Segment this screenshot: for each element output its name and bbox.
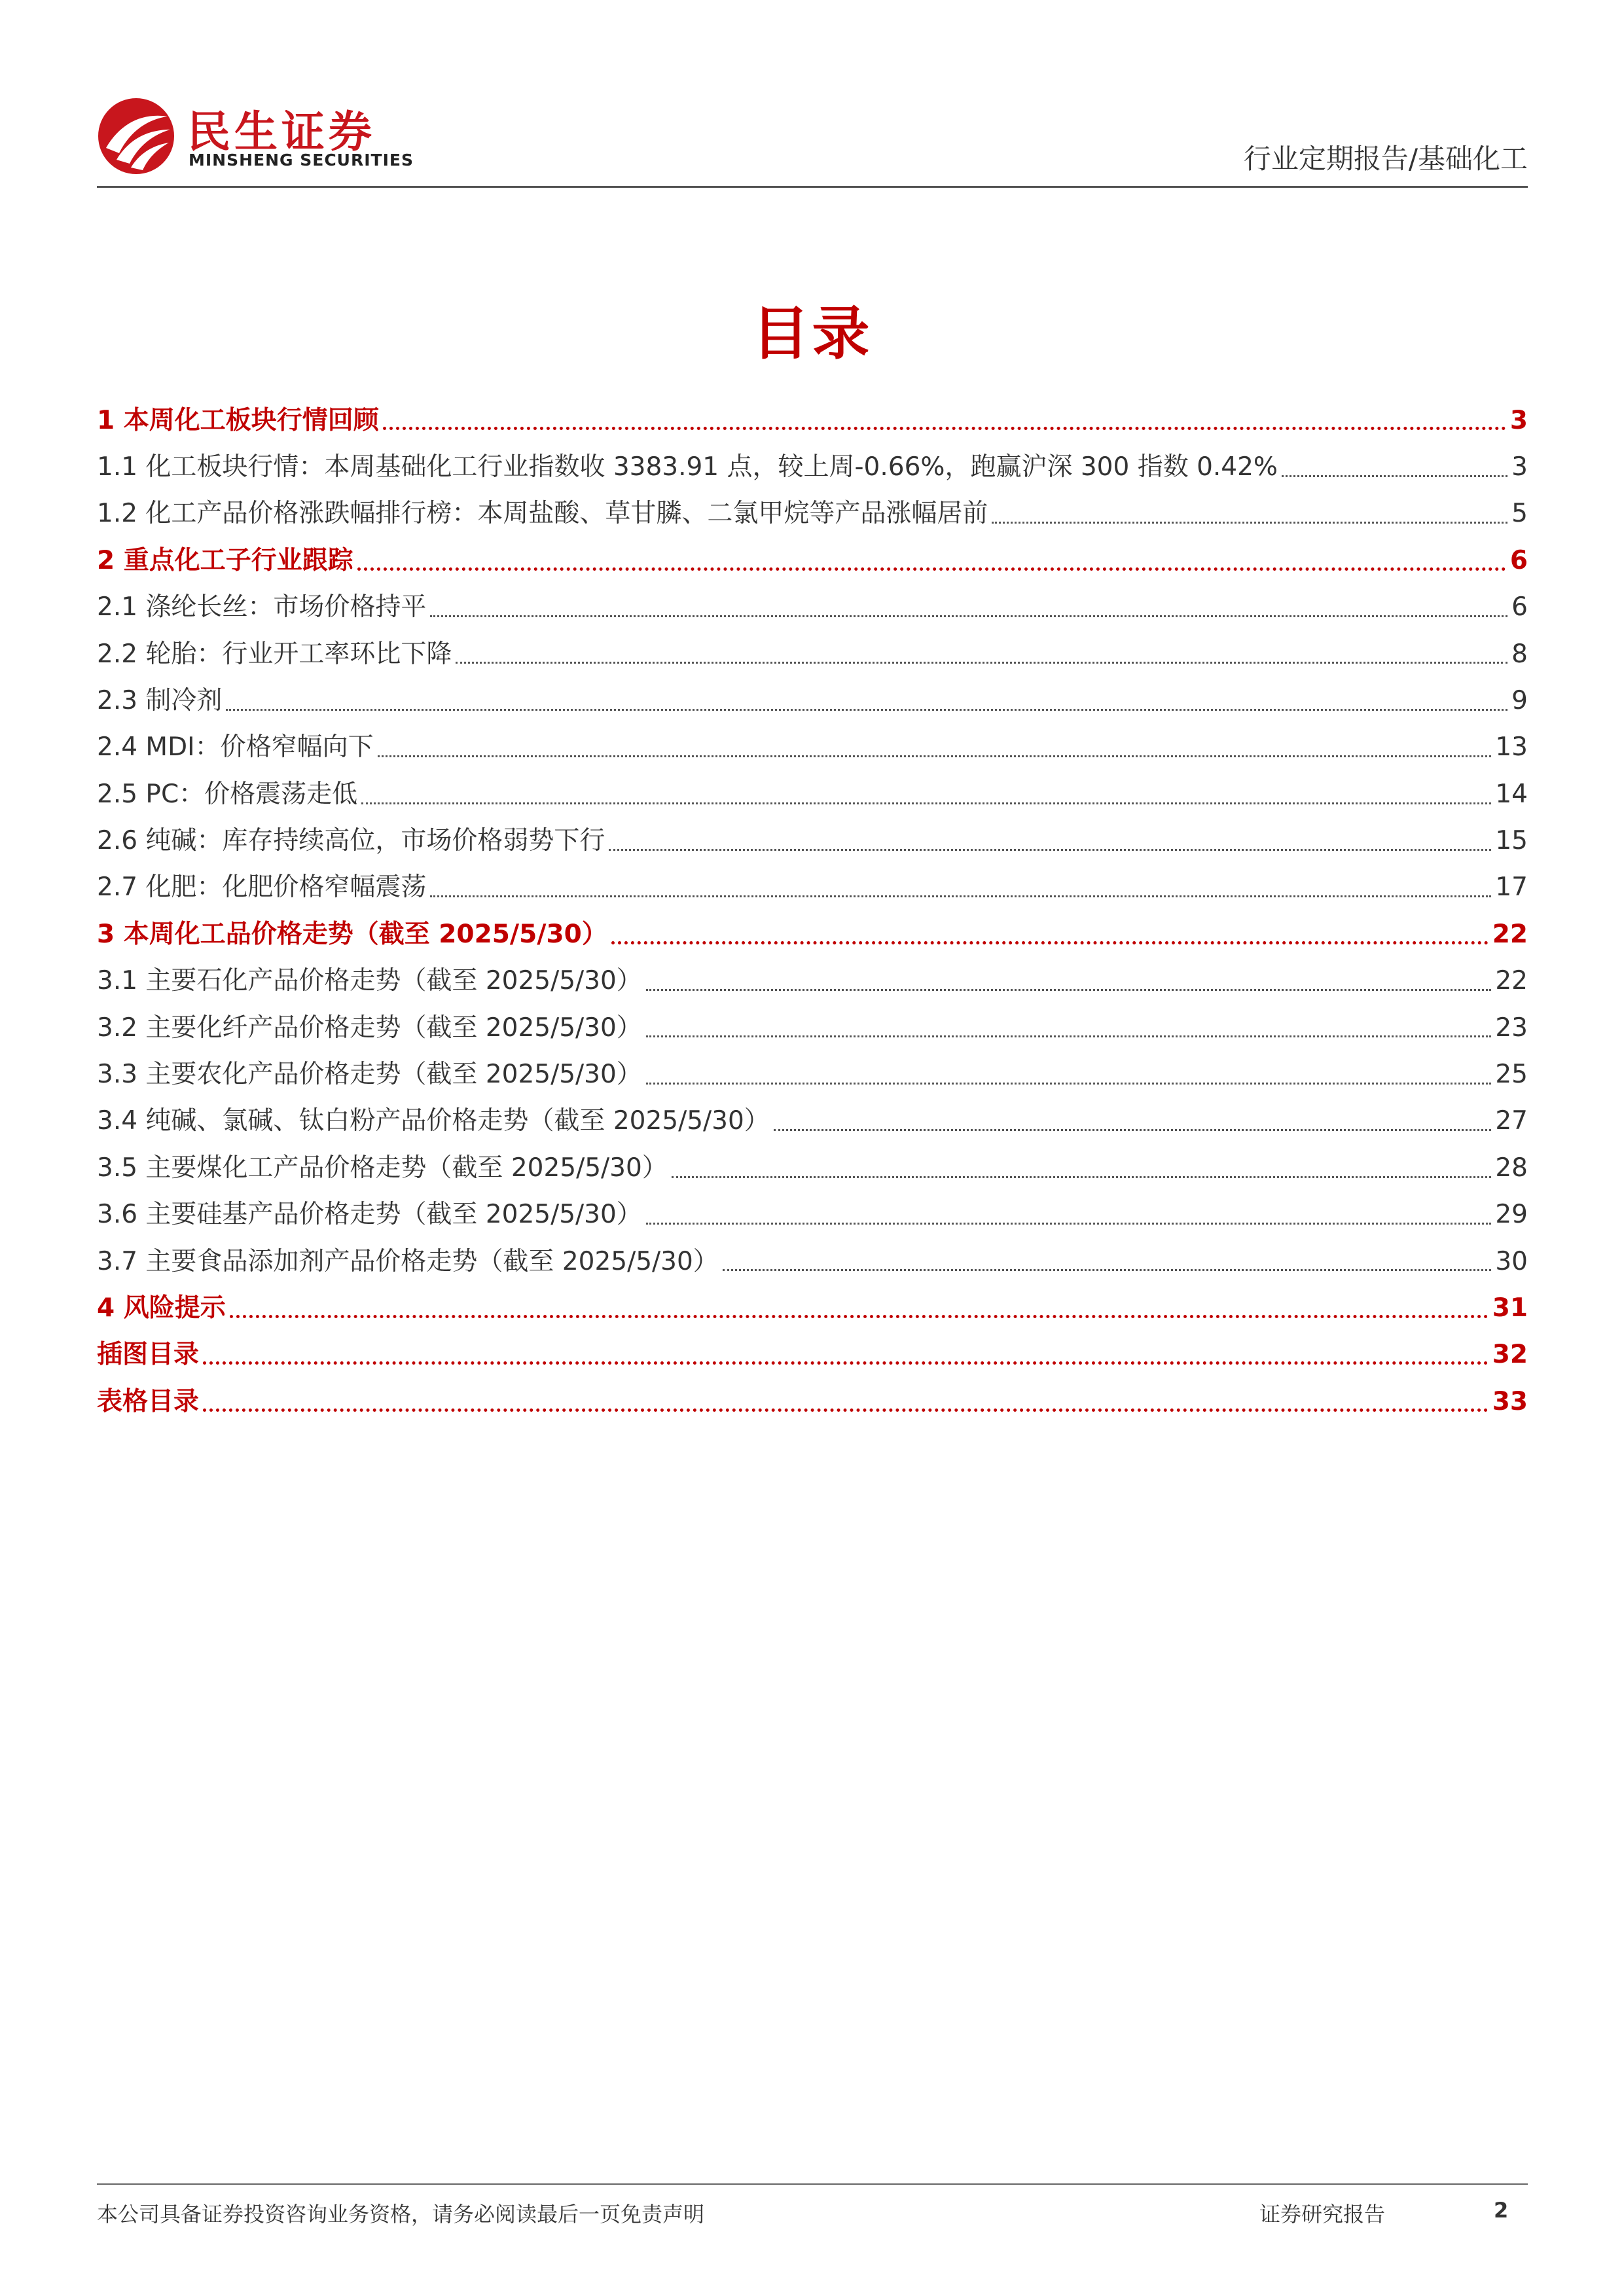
toc-entry-page[interactable]: 33 bbox=[1492, 1386, 1528, 1416]
toc-entry-page[interactable]: 25 bbox=[1495, 1060, 1528, 1090]
toc-entry[interactable] bbox=[97, 669, 1528, 715]
toc-entry-label[interactable]: 3.6 主要硅基产品价格走势（截至 2025/5/30） bbox=[97, 1200, 642, 1230]
toc-entry-page[interactable]: 23 bbox=[1495, 1013, 1528, 1043]
toc-entry-label[interactable]: 2 重点化工子行业跟踪 bbox=[97, 545, 353, 575]
toc-entry[interactable] bbox=[97, 1323, 1528, 1370]
toc-dot-leader bbox=[672, 1176, 1492, 1178]
toc-entry-label[interactable]: 2.4 MDI：价格窄幅向下 bbox=[97, 732, 374, 762]
toc-dot-leader bbox=[609, 849, 1491, 851]
toc-dot-leader bbox=[226, 709, 1507, 711]
toc-entry[interactable] bbox=[97, 622, 1528, 669]
toc-entry-label[interactable]: 3.2 主要化纤产品价格走势（截至 2025/5/30） bbox=[97, 1013, 642, 1043]
toc-entry-label[interactable]: 1.1 化工板块行情：本周基础化工行业指数收 3383.91 点，较上周-0.66%，跑赢沪深 300 指数 0.42% bbox=[97, 452, 1278, 482]
footer-disclaimer: 本公司具备证券投资咨询业务资格，请务必阅读最后一页免责声明 bbox=[97, 2202, 705, 2227]
toc-entry-label[interactable]: 2.1 涤纶长丝：市场价格持平 bbox=[97, 592, 427, 622]
toc-dot-leader bbox=[378, 755, 1492, 757]
toc-entry-label[interactable]: 2.2 轮胎：行业开工率环比下降 bbox=[97, 639, 452, 669]
toc-dot-leader bbox=[203, 1361, 1489, 1365]
toc-entry-label[interactable]: 1 本周化工板块行情回顾 bbox=[97, 405, 379, 435]
toc-entry-page[interactable]: 6 bbox=[1509, 545, 1528, 575]
toc-entry-page[interactable]: 28 bbox=[1495, 1153, 1528, 1183]
toc-entry-label[interactable]: 2.3 制冷剂 bbox=[97, 685, 223, 715]
toc-entry-label[interactable]: 3 本周化工品价格走势（截至 2025/5/30） bbox=[97, 919, 607, 949]
toc-entry[interactable] bbox=[97, 1043, 1528, 1089]
footer-divider bbox=[97, 2183, 1528, 2185]
toc-entry[interactable] bbox=[97, 1370, 1528, 1416]
toc-entry[interactable] bbox=[97, 950, 1528, 996]
toc-entry[interactable] bbox=[97, 810, 1528, 856]
toc-dot-leader bbox=[383, 427, 1506, 430]
page-number: 2 bbox=[1494, 2198, 1509, 2223]
table-of-contents bbox=[97, 389, 1528, 1417]
toc-dot-leader bbox=[361, 802, 1491, 804]
toc-entry-page[interactable]: 13 bbox=[1495, 732, 1528, 762]
toc-dot-leader bbox=[430, 615, 1507, 617]
toc-entry-label[interactable]: 3.3 主要农化产品价格走势（截至 2025/5/30） bbox=[97, 1060, 642, 1090]
toc-dot-leader bbox=[456, 662, 1507, 664]
toc-entry-page[interactable]: 8 bbox=[1511, 639, 1528, 669]
toc-entry[interactable] bbox=[97, 435, 1528, 482]
toc-entry-label[interactable]: 3.1 主要石化产品价格走势（截至 2025/5/30） bbox=[97, 966, 642, 996]
toc-entry-page[interactable]: 22 bbox=[1492, 919, 1528, 949]
toc-dot-leader bbox=[774, 1129, 1492, 1131]
toc-entry-page[interactable]: 27 bbox=[1495, 1106, 1528, 1136]
toc-entry-page[interactable]: 22 bbox=[1495, 966, 1528, 996]
toc-dot-leader bbox=[646, 1223, 1492, 1225]
toc-entry-label[interactable]: 2.5 PC：价格震荡走低 bbox=[97, 779, 358, 809]
toc-entry-label[interactable]: 2.7 化肥：化肥价格窄幅震荡 bbox=[97, 872, 427, 903]
report-type: 行业定期报告/基础化工 bbox=[1243, 143, 1528, 175]
toc-entry-page[interactable]: 30 bbox=[1495, 1246, 1528, 1276]
toc-entry-page[interactable]: 6 bbox=[1511, 592, 1528, 622]
toc-entry-page[interactable]: 3 bbox=[1511, 452, 1528, 482]
toc-entry-label[interactable]: 3.4 纯碱、氯碱、钛白粉产品价格走势（截至 2025/5/30） bbox=[97, 1106, 770, 1136]
toc-entry-page[interactable]: 3 bbox=[1509, 405, 1528, 435]
logo-chinese-name: 民生证券 bbox=[187, 107, 376, 157]
toc-entry-label[interactable]: 3.7 主要食品添加剂产品价格走势（截至 2025/5/30） bbox=[97, 1246, 719, 1276]
toc-entry[interactable] bbox=[97, 1090, 1528, 1136]
toc-entry[interactable] bbox=[97, 1276, 1528, 1323]
header-divider bbox=[97, 186, 1528, 188]
toc-entry-page[interactable]: 17 bbox=[1495, 872, 1528, 903]
toc-dot-leader bbox=[611, 941, 1489, 944]
toc-entry[interactable] bbox=[97, 996, 1528, 1043]
toc-entry[interactable] bbox=[97, 482, 1528, 529]
toc-entry[interactable] bbox=[97, 1136, 1528, 1183]
toc-entry[interactable] bbox=[97, 716, 1528, 762]
toc-dot-leader bbox=[646, 1035, 1492, 1037]
footer-report-kind: 证券研究报告 bbox=[1259, 2202, 1386, 2227]
toc-entry[interactable] bbox=[97, 1183, 1528, 1230]
toc-dot-leader bbox=[203, 1408, 1489, 1412]
toc-entry-page[interactable]: 14 bbox=[1495, 779, 1528, 809]
toc-title: 目录 bbox=[751, 300, 873, 367]
toc-entry[interactable] bbox=[97, 762, 1528, 809]
toc-entry-label[interactable]: 表格目录 bbox=[97, 1386, 200, 1416]
toc-entry-label[interactable]: 3.5 主要煤化工产品价格走势（截至 2025/5/30） bbox=[97, 1153, 668, 1183]
toc-dot-leader bbox=[430, 895, 1491, 897]
page-header bbox=[97, 92, 1528, 190]
toc-dot-leader bbox=[723, 1269, 1492, 1271]
toc-entry-label[interactable]: 2.6 纯碱：库存持续高位，市场价格弱势下行 bbox=[97, 826, 605, 856]
toc-entry-page[interactable]: 29 bbox=[1495, 1200, 1528, 1230]
minsheng-logo bbox=[97, 92, 463, 177]
toc-entry[interactable] bbox=[97, 903, 1528, 949]
toc-entry[interactable] bbox=[97, 389, 1528, 435]
toc-entry[interactable] bbox=[97, 856, 1528, 903]
logo-english-name: MINSHENG SECURITIES bbox=[189, 151, 414, 170]
toc-dot-leader bbox=[357, 567, 1506, 571]
toc-entry-page[interactable]: 5 bbox=[1511, 499, 1528, 529]
toc-entry-page[interactable]: 32 bbox=[1492, 1340, 1528, 1370]
toc-entry-page[interactable]: 9 bbox=[1511, 685, 1528, 715]
toc-dot-leader bbox=[646, 1083, 1492, 1085]
toc-entry-label[interactable]: 4 风险提示 bbox=[97, 1293, 226, 1323]
toc-dot-leader bbox=[646, 989, 1492, 991]
toc-entry-label[interactable]: 插图目录 bbox=[97, 1340, 200, 1370]
toc-dot-leader bbox=[230, 1315, 1489, 1318]
toc-entry[interactable] bbox=[97, 1230, 1528, 1276]
toc-dot-leader bbox=[992, 522, 1507, 524]
toc-entry-page[interactable]: 31 bbox=[1492, 1293, 1528, 1323]
toc-dot-leader bbox=[1282, 475, 1507, 477]
minsheng-logo-icon bbox=[97, 97, 175, 175]
toc-entry[interactable] bbox=[97, 529, 1528, 575]
toc-entry-label[interactable]: 1.2 化工产品价格涨跌幅排行榜：本周盐酸、草甘膦、二氯甲烷等产品涨幅居前 bbox=[97, 499, 988, 529]
toc-entry[interactable] bbox=[97, 576, 1528, 622]
toc-entry-page[interactable]: 15 bbox=[1495, 826, 1528, 856]
